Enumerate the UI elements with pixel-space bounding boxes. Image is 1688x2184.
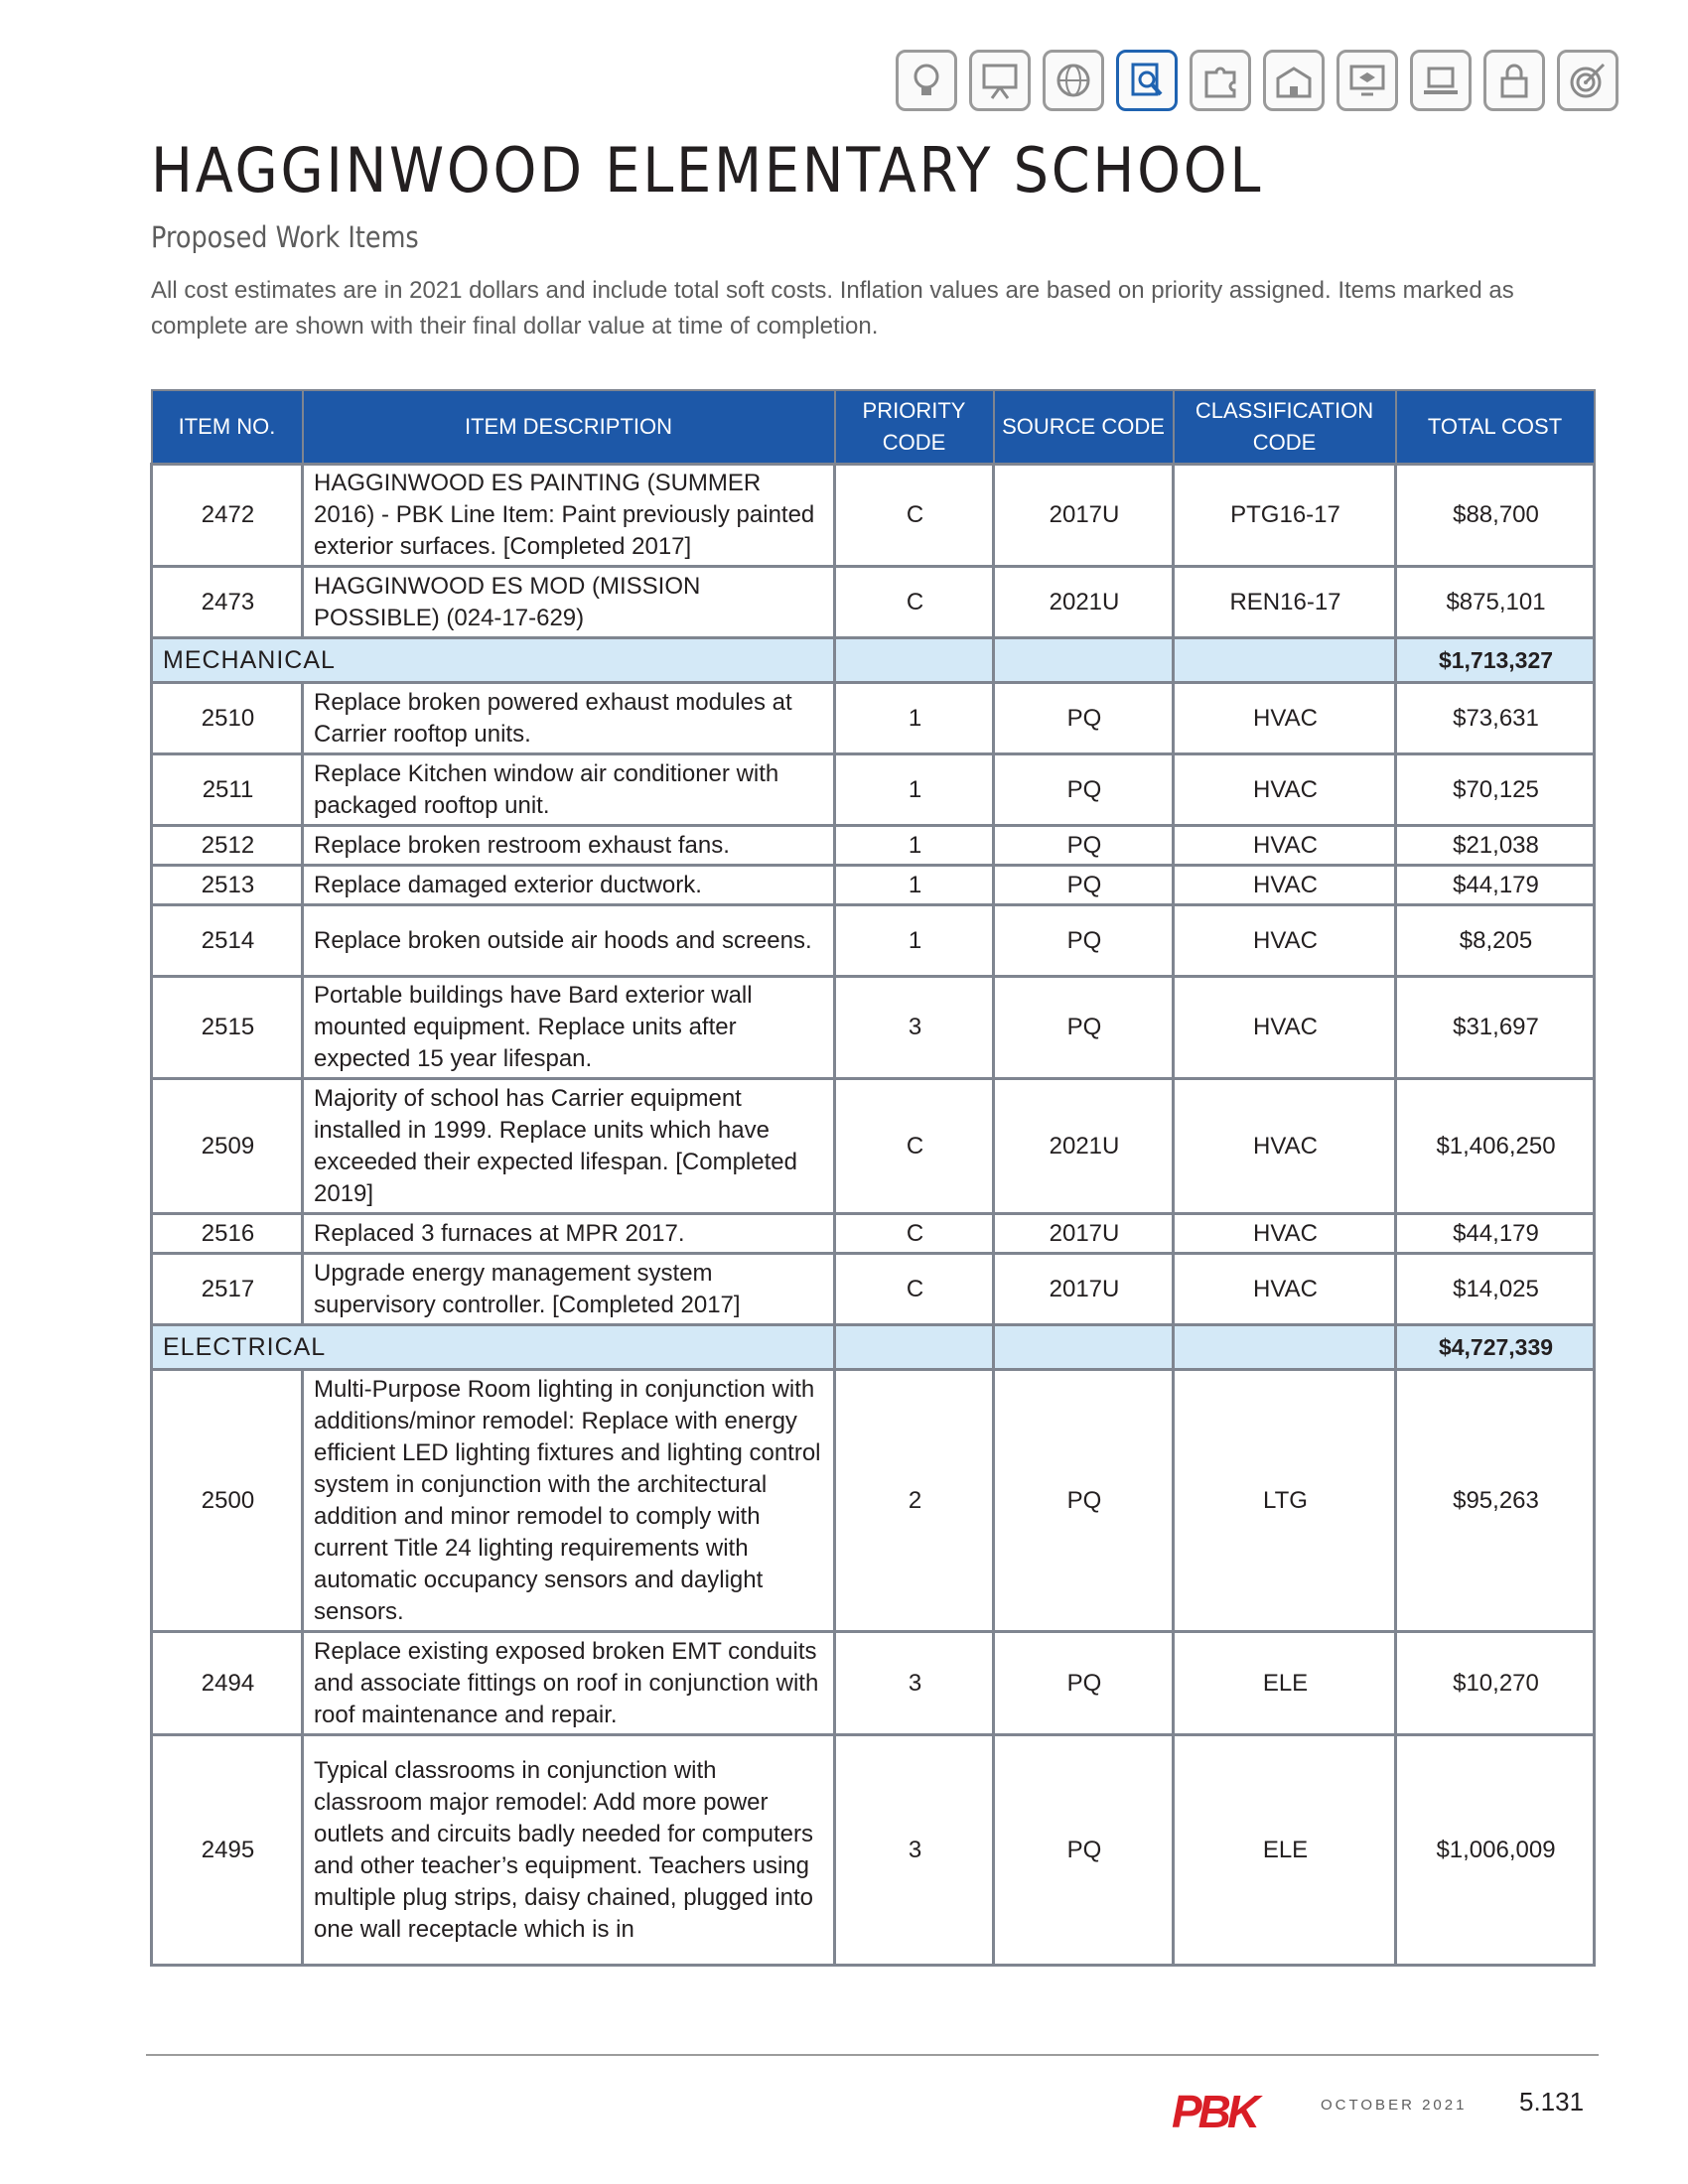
source-cell: PQ bbox=[994, 1735, 1174, 1966]
classification-cell: HVAC bbox=[1174, 977, 1396, 1079]
priority-cell: C bbox=[835, 1254, 994, 1325]
cost-cell: $1,406,250 bbox=[1396, 1079, 1595, 1214]
header-item-no: ITEM NO. bbox=[152, 390, 303, 465]
header-source: SOURCE CODE bbox=[994, 390, 1174, 465]
cost-cell: $14,025 bbox=[1396, 1254, 1595, 1325]
cost-cell: $10,270 bbox=[1396, 1632, 1595, 1735]
section-label: ELECTRICAL bbox=[152, 1325, 835, 1370]
footer-divider bbox=[146, 2054, 1599, 2056]
cost-cell: $44,179 bbox=[1396, 1214, 1595, 1254]
table-row bbox=[152, 1079, 1595, 1214]
work-items-table bbox=[150, 389, 1596, 1967]
cost-cell: $44,179 bbox=[1396, 866, 1595, 905]
item-no-cell: 2516 bbox=[152, 1214, 303, 1254]
page-subtitle: Proposed Work Items bbox=[151, 220, 419, 254]
classification-cell: HVAC bbox=[1174, 754, 1396, 826]
source-cell: PQ bbox=[994, 1632, 1174, 1735]
classification-cell: ELE bbox=[1174, 1735, 1396, 1966]
description-cell: Multi-Purpose Room lighting in conjunction with additions/minor remodel: Replace with energy efficient LED lighting fixtures and lighting control system in conjunction with the architectural addition and minor remodel to comply with current Title 24 lighting requirements with automatic occupancy sensors and daylight sensors. bbox=[303, 1370, 835, 1632]
description-cell: Replace Kitchen window air conditioner with packaged rooftop unit. bbox=[303, 754, 835, 826]
item-no-cell: 2509 bbox=[152, 1079, 303, 1214]
priority-cell: C bbox=[835, 465, 994, 567]
description-cell: Upgrade energy management system supervisory controller. [Completed 2017] bbox=[303, 1254, 835, 1325]
item-no-cell: 2495 bbox=[152, 1735, 303, 1966]
table-row bbox=[152, 754, 1595, 826]
item-no-cell: 2511 bbox=[152, 754, 303, 826]
source-cell: PQ bbox=[994, 754, 1174, 826]
classification-cell: HVAC bbox=[1174, 866, 1396, 905]
source-cell: PQ bbox=[994, 683, 1174, 754]
item-no-cell: 2472 bbox=[152, 465, 303, 567]
target-icon bbox=[1557, 50, 1618, 111]
item-no-cell: 2515 bbox=[152, 977, 303, 1079]
padlock-icon bbox=[1483, 50, 1545, 111]
priority-cell: 2 bbox=[835, 1370, 994, 1632]
classification-cell: HVAC bbox=[1174, 683, 1396, 754]
table-row bbox=[152, 1214, 1595, 1254]
cost-cell: $70,125 bbox=[1396, 754, 1595, 826]
classification-cell: HVAC bbox=[1174, 905, 1396, 977]
item-no-cell: 2473 bbox=[152, 567, 303, 638]
table-row bbox=[152, 1254, 1595, 1325]
priority-cell: 1 bbox=[835, 683, 994, 754]
classification-cell: HVAC bbox=[1174, 1079, 1396, 1214]
cost-cell: $875,101 bbox=[1396, 567, 1595, 638]
table-row bbox=[152, 826, 1595, 866]
classification-cell: HVAC bbox=[1174, 826, 1396, 866]
cost-cell: $21,038 bbox=[1396, 826, 1595, 866]
description-cell: Replace existing exposed broken EMT conduits and associate fittings on roof in conjunction with roof maintenance and repair. bbox=[303, 1632, 835, 1735]
priority-cell: 3 bbox=[835, 1735, 994, 1966]
classification-cell: PTG16-17 bbox=[1174, 465, 1396, 567]
section-total: $4,727,339 bbox=[1396, 1325, 1595, 1370]
description-cell: Replace broken outside air hoods and screens. bbox=[303, 905, 835, 977]
source-cell: 2017U bbox=[994, 1214, 1174, 1254]
source-cell: 2021U bbox=[994, 567, 1174, 638]
description-cell: Replace broken restroom exhaust fans. bbox=[303, 826, 835, 866]
lightbulb-icon bbox=[896, 50, 957, 111]
page-number: 5.131 bbox=[1519, 2087, 1585, 2116]
header-classification: CLASSIFICATION CODE bbox=[1174, 390, 1396, 465]
classification-cell: REN16-17 bbox=[1174, 567, 1396, 638]
description-cell: Replace broken powered exhaust modules at Carrier rooftop units. bbox=[303, 683, 835, 754]
header-description: ITEM DESCRIPTION bbox=[303, 390, 835, 465]
presentation-board-icon bbox=[969, 50, 1031, 111]
item-no-cell: 2517 bbox=[152, 1254, 303, 1325]
header-total-cost: TOTAL COST bbox=[1396, 390, 1595, 465]
page-title: HAGGINWOOD ELEMENTARY SCHOOL bbox=[151, 134, 1264, 206]
cost-cell: $73,631 bbox=[1396, 683, 1595, 754]
priority-cell: 3 bbox=[835, 1632, 994, 1735]
source-cell: PQ bbox=[994, 1370, 1174, 1632]
cost-cell: $88,700 bbox=[1396, 465, 1595, 567]
priority-cell: 1 bbox=[835, 754, 994, 826]
table-header-row bbox=[152, 390, 1595, 465]
source-cell: 2021U bbox=[994, 1079, 1174, 1214]
priority-cell: 1 bbox=[835, 905, 994, 977]
cost-cell: $8,205 bbox=[1396, 905, 1595, 977]
cost-cell: $1,006,009 bbox=[1396, 1735, 1595, 1966]
section-row-mechanical bbox=[152, 638, 1595, 683]
priority-cell: C bbox=[835, 1079, 994, 1214]
header-priority: PRIORITY CODE bbox=[835, 390, 994, 465]
description-cell: Typical classrooms in conjunction with classroom major remodel: Add more power outlets and circuits badly needed for computers and other teacher’s equipment. Teachers using multiple plug strips, daisy chained, plugged into one wall receptacle which is in bbox=[303, 1735, 835, 1966]
cost-cell: $31,697 bbox=[1396, 977, 1595, 1079]
priority-cell: 1 bbox=[835, 866, 994, 905]
cost-cell: $95,263 bbox=[1396, 1370, 1595, 1632]
description-cell: Replace damaged exterior ductwork. bbox=[303, 866, 835, 905]
section-total: $1,713,327 bbox=[1396, 638, 1595, 683]
cost-note: All cost estimates are in 2021 dollars and include total soft costs. Inflation values are based on priority assigned. Items marked as complete are shown with their final dollar value at time of completion. bbox=[151, 277, 1514, 340]
source-cell: 2017U bbox=[994, 465, 1174, 567]
description-cell: Replaced 3 furnaces at MPR 2017. bbox=[303, 1214, 835, 1254]
item-no-cell: 2494 bbox=[152, 1632, 303, 1735]
item-no-cell: 2513 bbox=[152, 866, 303, 905]
source-cell: PQ bbox=[994, 866, 1174, 905]
section-row-electrical bbox=[152, 1325, 1595, 1370]
puzzle-icon bbox=[1190, 50, 1251, 111]
table-row bbox=[152, 465, 1595, 567]
description-cell: HAGGINWOOD ES MOD (MISSION POSSIBLE) (024-17-629) bbox=[303, 567, 835, 638]
priority-cell: C bbox=[835, 1214, 994, 1254]
description-cell: HAGGINWOOD ES PAINTING (SUMMER 2016) - PBK Line Item: Paint previously painted exterior surfaces. [Completed 2017] bbox=[303, 465, 835, 567]
item-no-cell: 2514 bbox=[152, 905, 303, 977]
priority-cell: 1 bbox=[835, 826, 994, 866]
icon-strip bbox=[896, 50, 1618, 111]
school-building-icon bbox=[1263, 50, 1325, 111]
classification-cell: ELE bbox=[1174, 1632, 1396, 1735]
table-row bbox=[152, 1632, 1595, 1735]
search-document-icon bbox=[1116, 50, 1178, 111]
pbk-logo: PBK bbox=[1172, 2086, 1257, 2137]
table-row bbox=[152, 567, 1595, 638]
classification-cell: HVAC bbox=[1174, 1214, 1396, 1254]
description-cell: Portable buildings have Bard exterior wall mounted equipment. Replace units after expected 15 year lifespan. bbox=[303, 977, 835, 1079]
item-no-cell: 2512 bbox=[152, 826, 303, 866]
table-row bbox=[152, 977, 1595, 1079]
table-row bbox=[152, 1370, 1595, 1632]
section-label: MECHANICAL bbox=[152, 638, 835, 683]
source-cell: PQ bbox=[994, 977, 1174, 1079]
globe-icon bbox=[1043, 50, 1104, 111]
table-row bbox=[152, 1735, 1595, 1966]
item-no-cell: 2510 bbox=[152, 683, 303, 754]
footer-date: OCTOBER 2021 bbox=[1321, 2097, 1468, 2114]
priority-cell: C bbox=[835, 567, 994, 638]
source-cell: PQ bbox=[994, 905, 1174, 977]
item-no-cell: 2500 bbox=[152, 1370, 303, 1632]
table-row bbox=[152, 683, 1595, 754]
classification-cell: HVAC bbox=[1174, 1254, 1396, 1325]
source-cell: 2017U bbox=[994, 1254, 1174, 1325]
table-row bbox=[152, 866, 1595, 905]
table-row bbox=[152, 905, 1595, 977]
graduation-monitor-icon bbox=[1336, 50, 1398, 111]
source-cell: PQ bbox=[994, 826, 1174, 866]
classification-cell: LTG bbox=[1174, 1370, 1396, 1632]
description-cell: Majority of school has Carrier equipment installed in 1999. Replace units which have exceeded their expected lifespan. [Completed 2019] bbox=[303, 1079, 835, 1214]
laptop-icon bbox=[1410, 50, 1472, 111]
priority-cell: 3 bbox=[835, 977, 994, 1079]
